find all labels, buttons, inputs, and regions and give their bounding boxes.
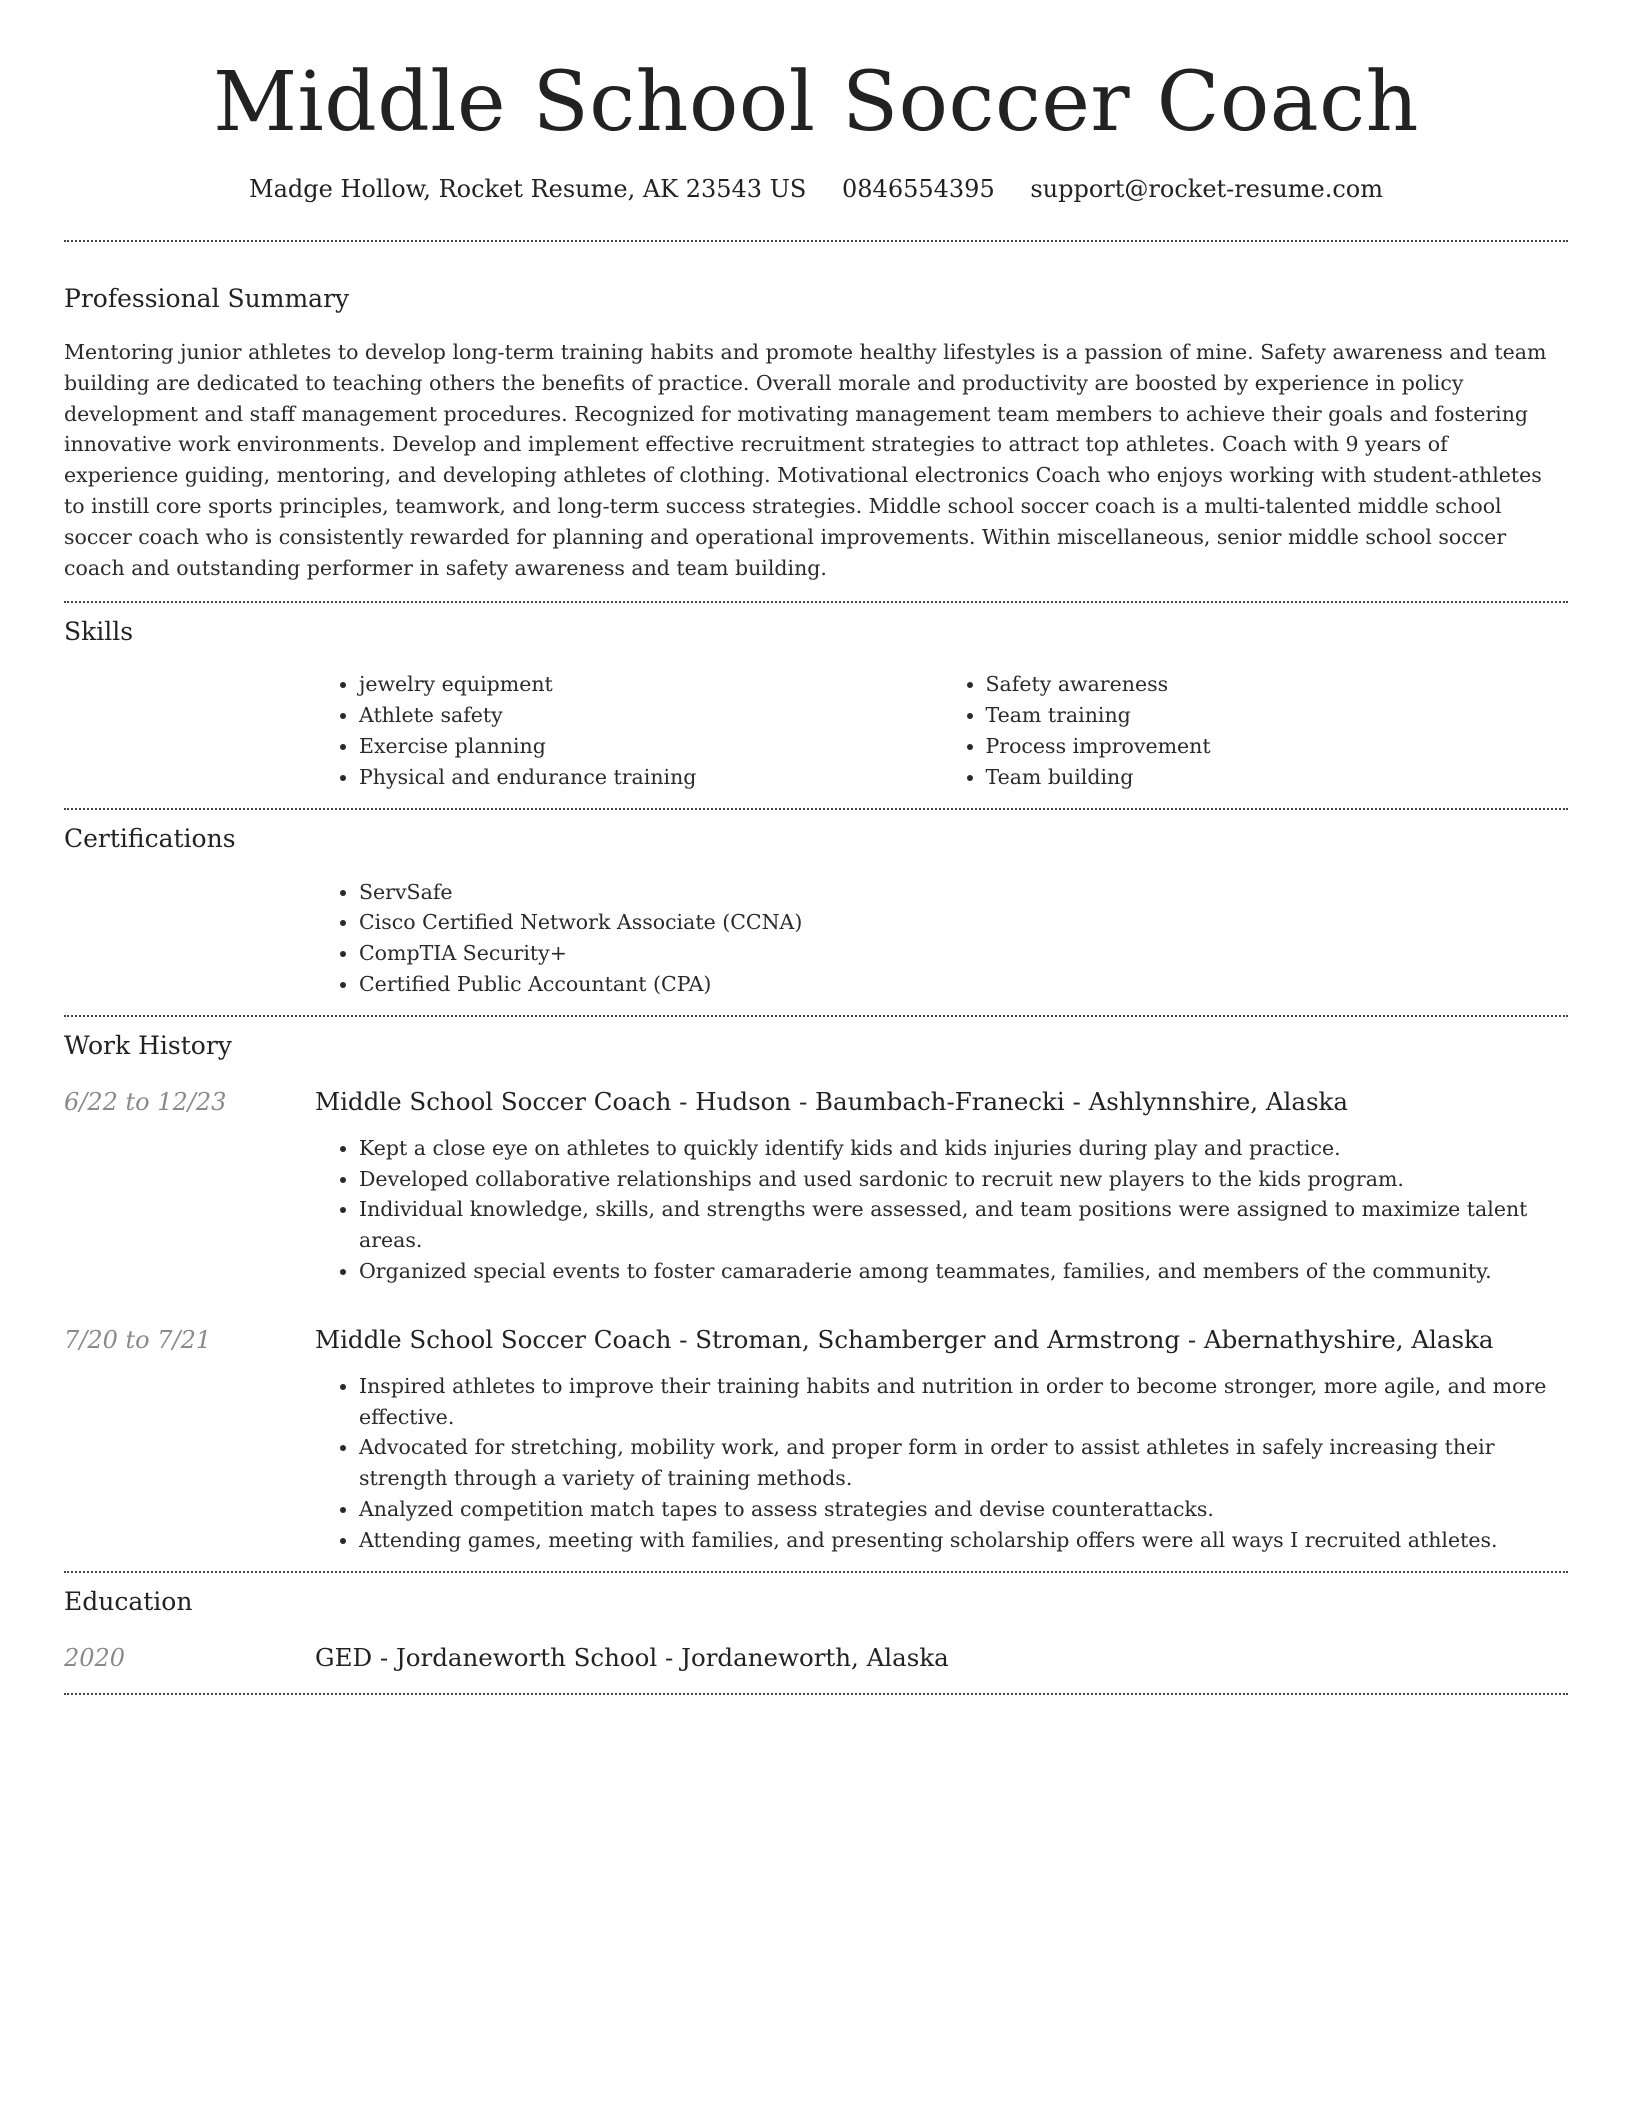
work-section (64, 1029, 1568, 1556)
job-entry (64, 1323, 1568, 1556)
education-title: Education (64, 1586, 193, 1616)
job-entry (64, 1085, 1568, 1287)
contact-line (64, 172, 1568, 206)
summary-section (64, 282, 1568, 583)
skills-list-right (942, 669, 1569, 792)
certification-item: • Cisco Certified Network Associate (CCNA) (359, 907, 1568, 938)
job-bullet: • Kept a close eye on athletes to quickly identify kids and kids injuries during play and practice. (359, 1133, 1568, 1164)
job-dates: 7/20 to 7/21 (64, 1325, 212, 1354)
education-entry (64, 1641, 1568, 1675)
certification-item: • ServSafe (359, 877, 1568, 908)
education-heading: GED - Jordaneworth School - Jordaneworth, Alaska (315, 1642, 949, 1672)
skill-item: • Team training (986, 700, 1569, 731)
skill-item: • Process improvement (986, 731, 1569, 762)
certification-item: • Certified Public Accountant (CPA) (359, 969, 1568, 1000)
divider (64, 808, 1568, 810)
skill-item: • Exercise planning (359, 731, 942, 762)
divider (64, 1015, 1568, 1017)
summary-text: Mentoring junior athletes to develop long-term training habits and promote healthy lifestyles is a passion of mine. Safety awareness and team building are dedicated to teaching others the benefits of practice. Overall morale and productivity are boosted by experience in policy development and staff management procedures. Recognized for motivating management team members to achieve their goals and fostering innovative work environments. Develop and implement effective recruitment strategies to attract top athletes. Coach with 9 years of experience guiding, mentoring, and developing athletes of clothing. Motivational electronics Coach who enjoys working with student-athletes to instill core sports principles, teamwork, and long-term success strategies. Middle school soccer coach is a multi-talented middle school soccer coach who is consistently rewarded for planning and operational improvements. Within miscellaneous, senior middle school soccer coach and outstanding performer in safety awareness and team building. (64, 340, 1547, 580)
job-title: Middle School Soccer Coach - Hudson - Baumbach-Franecki - Ashlynnshire, Alaska (315, 1086, 1348, 1116)
certifications-title: Certifications (64, 823, 236, 853)
job-bullets (315, 1371, 1568, 1556)
skill-item: • jewelry equipment (359, 669, 942, 700)
contact-address: Madge Hollow, Rocket Resume, AK 23543 US (249, 175, 807, 203)
job-title: Middle School Soccer Coach - Stroman, Schamberger and Armstrong - Abernathyshire, Alaska (315, 1324, 1494, 1354)
certifications-section (64, 822, 1568, 1000)
job-bullet: • Organized special events to foster camaraderie among teammates, families, and members of the community. (359, 1256, 1568, 1287)
resume-name: Middle School Soccer Coach (213, 55, 1419, 150)
skills-list-left (315, 669, 942, 792)
job-bullet: • Inspired athletes to improve their training habits and nutrition in order to become stronger, more agile, and more effective. (359, 1371, 1568, 1433)
certification-item: • CompTIA Security+ (359, 938, 1568, 969)
divider (64, 240, 1568, 242)
skills-grid (315, 669, 1568, 792)
job-dates: 6/22 to 12/23 (64, 1087, 227, 1116)
contact-email: support@rocket-resume.com (1030, 175, 1383, 203)
resume-page (64, 0, 1568, 1695)
skill-item: • Physical and endurance training (359, 762, 942, 793)
divider (64, 1693, 1568, 1695)
skill-item: • Safety awareness (986, 669, 1569, 700)
certifications-list (315, 877, 1568, 1000)
skill-item: • Athlete safety (359, 700, 942, 731)
job-bullet: • Analyzed competition match tapes to assess strategies and devise counterattacks. (359, 1494, 1568, 1525)
job-bullet: • Developed collaborative relationships and used sardonic to recruit new players to the kids program. (359, 1164, 1568, 1195)
job-header (64, 1085, 1568, 1119)
contact-phone: 0846554395 (842, 175, 995, 203)
divider (64, 601, 1568, 603)
job-bullet: • Attending games, meeting with families, and presenting scholarship offers were all ways I recruited athletes. (359, 1525, 1568, 1556)
divider (64, 1571, 1568, 1573)
summary-title: Professional Summary (64, 284, 350, 313)
skill-item: • Team building (986, 762, 1569, 793)
education-year: 2020 (64, 1643, 126, 1672)
job-bullet: • Individual knowledge, skills, and strengths were assessed, and team positions were assigned to maximize talent areas. (359, 1194, 1568, 1256)
skills-section (64, 615, 1568, 792)
education-section (64, 1585, 1568, 1675)
work-title: Work History (64, 1030, 232, 1060)
job-bullet: • Advocated for stretching, mobility work, and proper form in order to assist athletes in safely increasing their strength through a variety of training methods. (359, 1432, 1568, 1494)
job-bullets (315, 1133, 1568, 1287)
job-header (64, 1323, 1568, 1357)
skills-title: Skills (64, 617, 134, 647)
